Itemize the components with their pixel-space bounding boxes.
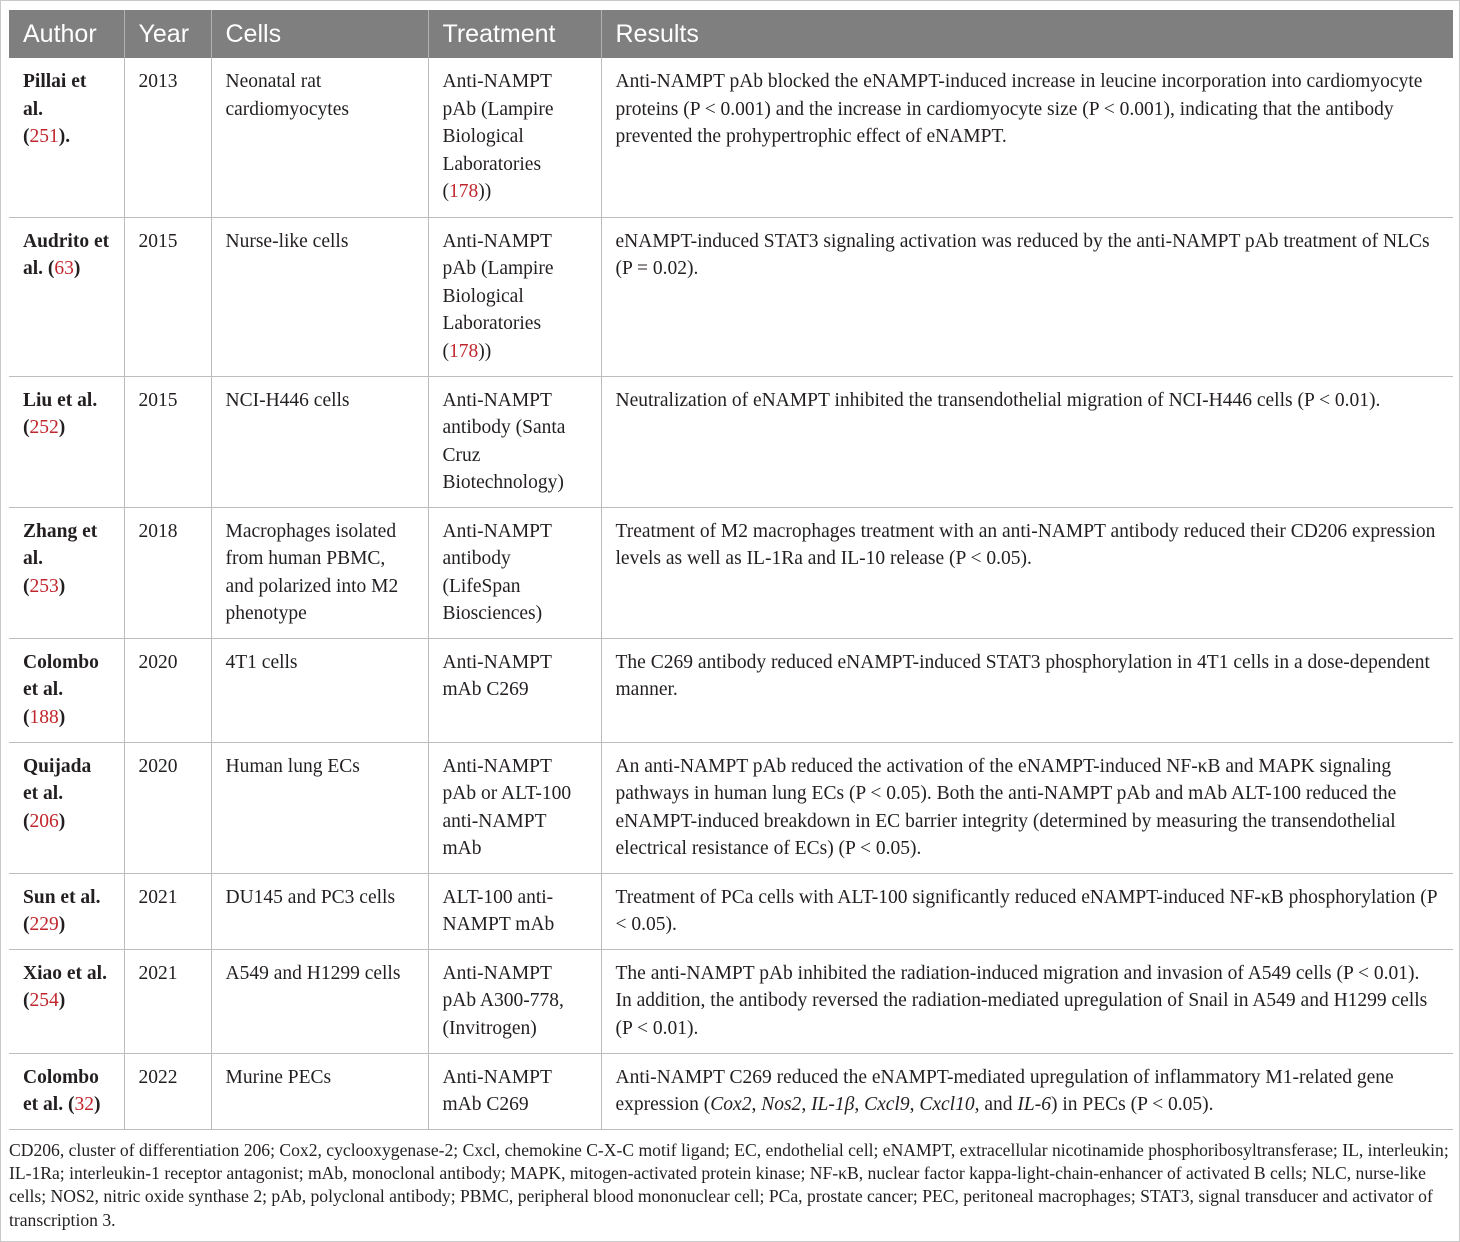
author-cell: Xiao et al. (254) bbox=[9, 949, 124, 1053]
treatment-text: Anti-NAMPT pAb (Lampire Biological Laboratories bbox=[442, 71, 554, 175]
author-cell: Sun et al. (229) bbox=[9, 873, 124, 949]
cells-cell: Nurse-like cells bbox=[211, 217, 428, 376]
treatment-cell: Anti-NAMPT antibody (LifeSpan Biosciences) bbox=[428, 507, 601, 638]
table-footnote: CD206, cluster of differentiation 206; Cox2, cyclooxygenase-2; Cxcl, chemokine C-X-C motif ligand; EC, endothelial cell; eNAMPT, extracellular nicotinamide phosphoribosyltransferase; IL, interleukin; IL-1Ra; interleukin-1 receptor antagonist; mAb, monoclonal antibody; MAPK, mitogen-activated protein kinase; NF-κB, nuclear factor kappa-light-chain-enhancer of activated B cells; NLC, nurse-like cells; NOS2, nitric oxide synthase 2; pAb, polyclonal antibody; PBMC, peripheral blood mononuclear cell; PCa, prostate cancer; PEC, peritoneal macrophages; STAT3, signal transducer and activator of transcription 3. bbox=[9, 1140, 1449, 1230]
author-cell: Colombo et al. (32) bbox=[9, 1053, 124, 1129]
treatment-text: Anti-NAMPT pAb (Lampire Biological Laboratories bbox=[442, 230, 554, 335]
treatment-cell: Anti-NAMPT pAb or ALT-100 anti-NAMPT mAb bbox=[428, 742, 601, 873]
results-cell: Anti-NAMPT C269 reduced the eNAMPT-mediated upregulation of inflammatory M1-related gene expression (Cox2, Nos2, IL-1β, Cxcl9, Cxcl10, and IL-6) in PECs (P < 0.05). bbox=[601, 1053, 1453, 1129]
column-header-year: Year bbox=[124, 10, 211, 58]
reference-link[interactable]: 178 bbox=[449, 340, 479, 362]
table-row bbox=[9, 873, 1453, 949]
author-name: Quijada et al. bbox=[23, 755, 92, 805]
author-cell: Quijada et al. (206) bbox=[9, 742, 124, 873]
reference-link[interactable]: 32 bbox=[74, 1094, 94, 1116]
studies-table bbox=[9, 10, 1453, 1130]
author-cell: Audrito et al. (63) bbox=[9, 217, 124, 376]
author-name: Colombo et al. bbox=[23, 1066, 99, 1116]
reference-link[interactable]: 251 bbox=[29, 126, 59, 148]
results-cell: An anti-NAMPT pAb reduced the activation of the eNAMPT-induced NF-κB and MAPK signaling pathways in human lung ECs (P < 0.05). Both the anti-NAMPT pAb and mAb ALT-100 reduced the eNAMPT-induced breakdown in EC barrier integrity (determined by measuring the transendothelial electrical resistance of ECs) (P < 0.05). bbox=[601, 742, 1453, 873]
column-header-results: Results bbox=[615, 19, 699, 48]
results-cell: The anti-NAMPT pAb inhibited the radiation-induced migration and invasion of A549 cells (P < 0.01). In addition, the antibody reversed the radiation-mediated upregulation of Snail in A549 and H1299 cells (P < 0.01). bbox=[601, 949, 1453, 1053]
author-name: Sun et al. bbox=[23, 886, 101, 908]
table-row bbox=[9, 507, 1453, 638]
author-cell: Colombo et al. (188) bbox=[9, 638, 124, 742]
result-intro: Anti-NAMPT C269 reduced the eNAMPT-mediated upregulation of inflammatory M1-related gene expression ( bbox=[615, 1066, 1394, 1116]
author-name: Zhang et al. bbox=[23, 520, 98, 570]
author-name: Xiao et al. bbox=[23, 962, 107, 984]
cells-cell: Human lung ECs bbox=[211, 742, 428, 873]
author-tail: . bbox=[65, 126, 71, 148]
cells-cell: Macrophages isolated from human PBMC, and polarized into M2 phenotype bbox=[211, 507, 428, 638]
cells-cell: Neonatal rat cardiomyocytes bbox=[211, 58, 428, 217]
column-header-cells: Cells bbox=[211, 10, 428, 58]
author-name: Liu et al. bbox=[23, 389, 98, 411]
year-cell: 2015 bbox=[124, 376, 211, 507]
column-header-author: Author bbox=[9, 10, 124, 58]
reference-link[interactable]: 63 bbox=[54, 258, 74, 280]
results-cell: Anti-NAMPT pAb blocked the eNAMPT-induced increase in leucine incorporation into cardiomyocyte proteins (P < 0.001) and the increase in cardiomyocyte size (P < 0.001), indicating that the antibody prevented the prohypertrophic effect of eNAMPT. bbox=[601, 58, 1453, 217]
cells-cell: DU145 and PC3 cells bbox=[211, 873, 428, 949]
treatment-cell: Anti-NAMPT pAb (Lampire Biological Laboratories (178)) bbox=[428, 217, 601, 376]
year-cell: 2015 bbox=[124, 217, 211, 376]
table-row bbox=[9, 217, 1453, 376]
author-name: Colombo et al. bbox=[23, 651, 99, 701]
year-cell: 2013 bbox=[124, 58, 211, 217]
year-cell: 2021 bbox=[124, 949, 211, 1053]
gene-name: Cox2 bbox=[710, 1094, 752, 1116]
year-cell: 2020 bbox=[124, 742, 211, 873]
table-row bbox=[9, 638, 1453, 742]
year-cell: 2018 bbox=[124, 507, 211, 638]
year-cell: 2021 bbox=[124, 873, 211, 949]
gene-name: Nos2 bbox=[761, 1094, 802, 1116]
author-cell: Liu et al. (252) bbox=[9, 376, 124, 507]
result-outro: ) in PECs (P < 0.05). bbox=[1050, 1094, 1214, 1116]
treatment-cell: Anti-NAMPT mAb C269 bbox=[428, 1053, 601, 1129]
cells-cell: 4T1 cells bbox=[211, 638, 428, 742]
author-name: Audrito et al. bbox=[23, 230, 110, 280]
table-header-row bbox=[9, 10, 1453, 58]
and-word: and bbox=[984, 1094, 1013, 1116]
table-row bbox=[9, 742, 1453, 873]
author-name: Pillai et al. bbox=[23, 71, 87, 120]
treatment-cell: Anti-NAMPT mAb C269 bbox=[428, 638, 601, 742]
results-cell: eNAMPT-induced STAT3 signaling activation was reduced by the anti-NAMPT pAb treatment of NLCs (P = 0.02). bbox=[601, 217, 1453, 376]
gene-name: IL-6 bbox=[1017, 1094, 1051, 1116]
table-row bbox=[9, 1053, 1453, 1129]
results-cell: Treatment of M2 macrophages treatment with an anti-NAMPT antibody reduced their CD206 expression levels as well as IL-1Ra and IL-10 release (P < 0.05). bbox=[601, 507, 1453, 638]
gene-name: Cxcl9 bbox=[864, 1094, 910, 1116]
author-cell: Zhang et al. (253) bbox=[9, 507, 124, 638]
year-cell: 2022 bbox=[124, 1053, 211, 1129]
results-cell: The C269 antibody reduced eNAMPT-induced STAT3 phosphorylation in 4T1 cells in a dose-dependent manner. bbox=[601, 638, 1453, 742]
treatment-cell: Anti-NAMPT pAb A300-778, (Invitrogen) bbox=[428, 949, 601, 1053]
results-cell: Neutralization of eNAMPT inhibited the transendothelial migration of NCI-H446 cells (P < 0.01). bbox=[601, 376, 1453, 507]
treatment-cell: Anti-NAMPT pAb (Lampire Biological Laboratories (178)) bbox=[428, 58, 601, 217]
reference-link[interactable]: 178 bbox=[449, 181, 479, 203]
cells-cell: A549 and H1299 cells bbox=[211, 949, 428, 1053]
treatment-cell: Anti-NAMPT antibody (Santa Cruz Biotechnology) bbox=[428, 376, 601, 507]
reference-link[interactable]: 206 bbox=[29, 810, 59, 832]
table-row bbox=[9, 376, 1453, 507]
treatment-cell: ALT-100 anti-NAMPT mAb bbox=[428, 873, 601, 949]
gene-name: IL-1β bbox=[811, 1094, 855, 1116]
reference-link[interactable]: 252 bbox=[29, 417, 59, 439]
table-row bbox=[9, 949, 1453, 1053]
column-header-treatment: Treatment bbox=[428, 10, 601, 58]
table-row bbox=[9, 58, 1453, 217]
reference-link[interactable]: 188 bbox=[29, 706, 59, 728]
author-cell: Pillai et al. (251). bbox=[9, 58, 124, 217]
treatment-tail: ) bbox=[484, 340, 492, 362]
results-cell: Treatment of PCa cells with ALT-100 significantly reduced eNAMPT-induced NF-κB phosphorylation (P < 0.05). bbox=[601, 873, 1453, 949]
gene-name: Cxcl10 bbox=[919, 1094, 975, 1116]
cells-cell: Murine PECs bbox=[211, 1053, 428, 1129]
cells-cell: NCI-H446 cells bbox=[211, 376, 428, 507]
year-cell: 2020 bbox=[124, 638, 211, 742]
reference-link[interactable]: 254 bbox=[29, 990, 59, 1012]
reference-link[interactable]: 253 bbox=[29, 575, 59, 597]
reference-link[interactable]: 229 bbox=[29, 914, 59, 936]
treatment-tail: ) bbox=[484, 181, 492, 203]
